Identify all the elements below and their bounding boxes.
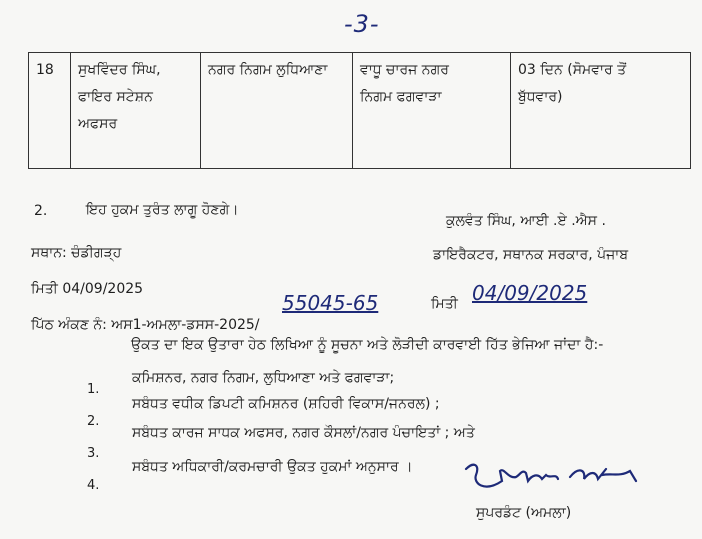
signature xyxy=(460,455,660,505)
name-line: ਸੁਖਵਿੰਦਰ ਸਿੰਘ, xyxy=(78,62,161,78)
page-number: -3- xyxy=(344,10,380,38)
recipient-text: ਸਬੰਧਤ ਅਧਿਕਾਰੀ/ਕਰਮਚਾਰੀ ਉਕਤ ਹੁਕਮਾਂ ਅਨੁਸਾਰ । xyxy=(132,459,413,475)
days-line: ਬੁੱਧਵਾਰ) xyxy=(518,89,563,105)
recipient-text: ਕਮਿਸ਼ਨਰ, ਨਗਰ ਨਿਗਮ, ਲੁਧਿਆਣਾ ਅਤੇ ਫਗਵਾੜਾ; xyxy=(132,370,395,386)
recipient-number: 3. xyxy=(87,446,100,461)
name-line: ਅਫਸਰ xyxy=(78,116,118,132)
table-row xyxy=(29,53,691,169)
serial-cell: 18 xyxy=(29,53,71,169)
distribution-intro: ਉਕਤ ਦਾ ਇਕ ਉਤਾਰਾ ਹੇਠ ਲਿਖਿਆ ਨੂੰ ਸੂਚਨਾ ਅਤੇ ਲੋੜੀਦੀ ਕਾਰਵਾਈ ਹਿੱਤ ਭੇਜਿਆ ਜਾਂਦਾ ਹੈ:- xyxy=(131,337,604,353)
recipient-text: ਸਬੰਧਤ ਵਧੀਕ ਡਿਪਟੀ ਕਮਿਸ਼ਨਰ (ਸ਼ਹਿਰੀ ਵਿਕਾਸ/ਜਨਰਲ) ; xyxy=(132,396,440,412)
order-text: ਇਹ ਹੁਕਮ ਤੁਰੰਤ ਲਾਗੂ ਹੋਣਗੇ। xyxy=(86,202,239,218)
place: ਸਥਾਨ: ਚੰਡੀਗੜ੍ਹ xyxy=(31,245,122,261)
endorsement-label: ਪਿੱਠ ਅੰਕਣ ਨੰ: xyxy=(31,317,112,333)
endorsement-date-handwritten: 04/09/2025 xyxy=(472,281,588,305)
endorsement-ref: ਅਸ1-ਅਮਲਾ-ਡਸਸ-2025/ xyxy=(111,317,260,333)
recipient-number: 4. xyxy=(87,478,100,493)
superintendent-title: ਸੁਪਰਡੰਟ (ਅਮਲਾ) xyxy=(476,505,572,521)
signatory-designation: ਡਾਇਰੈਕਟਰ, ਸਥਾਨਕ ਸਰਕਾਰ, ਪੰਜਾਬ xyxy=(433,247,629,263)
days-cell xyxy=(511,53,691,169)
issue-date: ਮਿਤੀ 04/09/2025 xyxy=(31,281,144,297)
endorsement-number-handwritten: 55045-65 xyxy=(282,291,379,315)
name-cell xyxy=(71,53,201,169)
charge-cell xyxy=(353,53,511,169)
signatory-name: ਕੁਲਵੰਤ ਸਿੰਘ, ਆਈ .ਏ .ਐਸ . xyxy=(446,213,606,229)
posting-table xyxy=(28,52,691,169)
recipient-number: 2. xyxy=(87,414,100,429)
recipient-number: 1. xyxy=(87,382,100,397)
order-number: 2. xyxy=(34,203,48,219)
endorsement-line xyxy=(31,317,260,333)
name-line: ਫਾਇਰ ਸਟੇਸ਼ਨ xyxy=(78,89,153,105)
endorsement-date-label: ਮਿਤੀ xyxy=(431,296,458,312)
charge-line: ਨਿਗਮ ਫਗਵਾੜਾ xyxy=(360,89,442,105)
posting-cell: ਨਗਰ ਨਿਗਮ ਲੁਧਿਆਣਾ xyxy=(201,53,353,169)
recipient-text: ਸਬੰਧਤ ਕਾਰਜ ਸਾਧਕ ਅਫਸਰ, ਨਗਰ ਕੌਸਲਾਂ/ਨਗਰ ਪੰਚਾਇਤਾਂ ; ਅਤੇ xyxy=(132,425,475,441)
days-line: 03 ਦਿਨ (ਸੋਮਵਾਰ ਤੋਂ xyxy=(518,62,627,78)
charge-line: ਵਾਧੂ ਚਾਰਜ ਨਗਰ xyxy=(360,62,449,78)
